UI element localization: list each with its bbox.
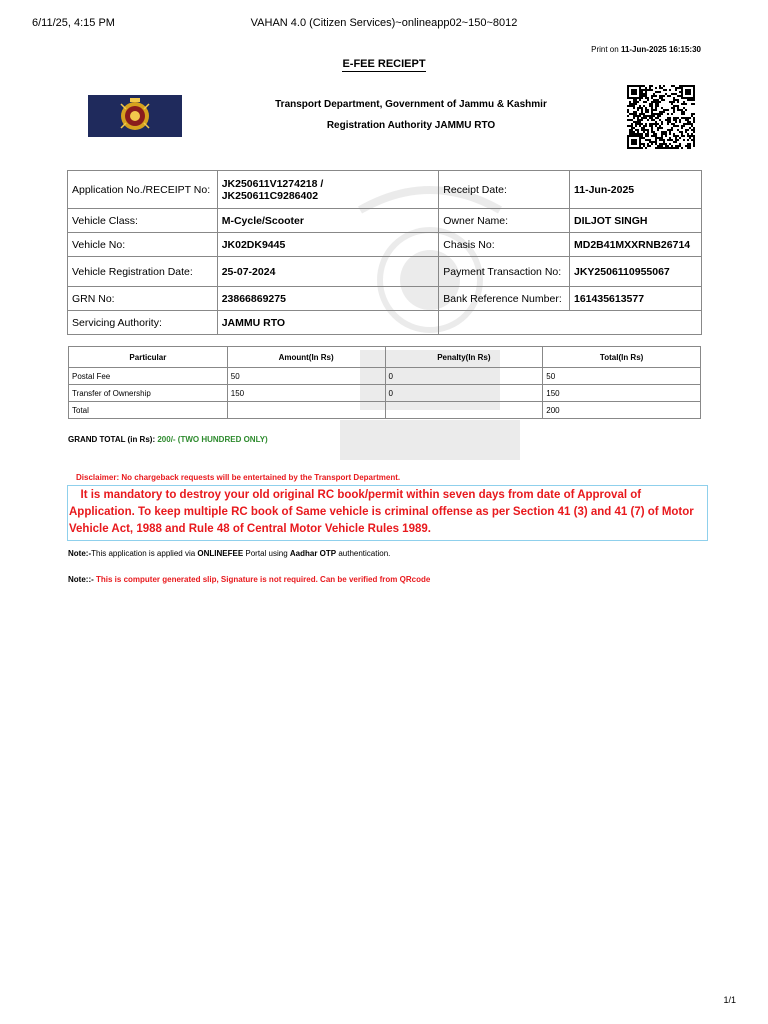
fee-amount bbox=[227, 402, 385, 419]
grand-total bbox=[68, 435, 268, 444]
page-number: 1/1 bbox=[723, 995, 736, 1005]
fee-amount: 150 bbox=[227, 385, 385, 402]
fee-total: 50 bbox=[543, 368, 701, 385]
org-line-2: Registration Authority JAMMU RTO bbox=[326, 120, 496, 131]
col-amount: Amount(In Rs) bbox=[227, 347, 385, 368]
chasis-no-value: MD2B41MXXRNB26714 bbox=[570, 233, 702, 257]
app-no-value bbox=[217, 171, 439, 209]
note2-text: This is computer generated slip, Signature is not required. Can be verified from QRcode bbox=[96, 575, 431, 584]
grand-total-label: GRAND TOTAL (in Rs): bbox=[68, 435, 156, 444]
fee-header-row bbox=[69, 347, 701, 368]
note1-text3: authentication. bbox=[336, 549, 391, 558]
receipt-title-text: E-FEE RECIEPT bbox=[342, 58, 426, 70]
note-onlinefee bbox=[68, 549, 390, 558]
disclaimer: Disclaimer: No chargeback requests will be entertained by the Transport Department. bbox=[68, 473, 401, 482]
note-computer-generated bbox=[68, 575, 430, 584]
servicing-label: Servicing Authority: bbox=[68, 311, 218, 335]
table-row bbox=[68, 257, 702, 287]
org-line-1: Transport Department, Government of Jammu & Kashmir bbox=[275, 99, 547, 110]
mandatory-notice: It is mandatory to destroy your old original RC book/permit within seven days from date of Approval of Application. To keep multiple RC book of Same vehicle is criminal offense as per Section 41 (3) and 41 (7) of Motor Vehicle Act, 1988 and Rule 48 of Central Motor Vehicle Rules 1989. bbox=[67, 485, 708, 541]
fee-particular: Transfer of Ownership bbox=[69, 385, 228, 402]
receipt-title bbox=[0, 58, 768, 70]
print-datetime: 6/11/25, 4:15 PM bbox=[32, 17, 115, 29]
table-row bbox=[68, 311, 702, 335]
table-row bbox=[68, 209, 702, 233]
bank-ref-label: Bank Reference Number: bbox=[439, 287, 570, 311]
grn-value: 23866869275 bbox=[217, 287, 439, 311]
servicing-value: JAMMU RTO bbox=[217, 311, 439, 335]
grand-total-value: 200/- (TWO HUNDRED ONLY) bbox=[157, 435, 268, 444]
note1-text2: Portal using bbox=[243, 549, 290, 558]
vehicle-no-value: JK02DK9445 bbox=[217, 233, 439, 257]
note1-portal: ONLINEFEE bbox=[197, 549, 244, 558]
receipt-date-value: 11-Jun-2025 bbox=[570, 171, 702, 209]
note2-prefix: Note::- bbox=[68, 575, 96, 584]
fee-penalty bbox=[385, 402, 543, 419]
app-no-value-1: JK250611V1274218 / bbox=[221, 177, 324, 190]
payment-txn-label: Payment Transaction No: bbox=[439, 257, 570, 287]
table-row bbox=[69, 368, 701, 385]
vehicle-class-label: Vehicle Class: bbox=[68, 209, 218, 233]
qr-code-icon bbox=[627, 85, 695, 149]
note1-otp: Aadhar OTP bbox=[289, 549, 337, 558]
table-row bbox=[68, 287, 702, 311]
payment-txn-value: JKY2506110955067 bbox=[570, 257, 702, 287]
col-total: Total(In Rs) bbox=[543, 347, 701, 368]
receipt-date-label: Receipt Date: bbox=[439, 171, 570, 209]
table-row bbox=[68, 171, 702, 209]
owner-name-label: Owner Name: bbox=[439, 209, 570, 233]
reg-date-label: Vehicle Registration Date: bbox=[68, 257, 218, 287]
fee-table bbox=[68, 346, 701, 419]
fee-penalty: 0 bbox=[385, 385, 543, 402]
print-on bbox=[591, 45, 701, 54]
table-row bbox=[68, 233, 702, 257]
fee-particular: Postal Fee bbox=[69, 368, 228, 385]
print-on-label: Print on bbox=[591, 45, 619, 54]
fee-total: 200 bbox=[543, 402, 701, 419]
vehicle-details-table bbox=[67, 170, 702, 335]
fee-total: 150 bbox=[543, 385, 701, 402]
print-on-value: 11-Jun-2025 16:15:30 bbox=[620, 45, 701, 54]
fee-penalty: 0 bbox=[385, 368, 543, 385]
col-penalty: Penalty(In Rs) bbox=[385, 347, 543, 368]
vehicle-no-label: Vehicle No: bbox=[68, 233, 218, 257]
bank-ref-value: 161435613577 bbox=[570, 287, 702, 311]
fee-amount: 50 bbox=[227, 368, 385, 385]
app-no-label: Application No./RECEIPT No: bbox=[68, 171, 218, 209]
col-particular: Particular bbox=[69, 347, 228, 368]
app-no-value-2: JK250611C9286402 bbox=[221, 189, 319, 202]
table-row bbox=[69, 385, 701, 402]
table-row bbox=[69, 402, 701, 419]
empty-cell bbox=[439, 311, 702, 335]
grn-label: GRN No: bbox=[68, 287, 218, 311]
page-tab-title: VAHAN 4.0 (Citizen Services)~onlineapp02~150~8012 bbox=[250, 17, 518, 29]
note1-prefix: Note:- bbox=[68, 549, 92, 558]
note1-text1: This application is applied via bbox=[91, 549, 198, 558]
vehicle-class-value: M-Cycle/Scooter bbox=[217, 209, 439, 233]
owner-name-value: DILJOT SINGH bbox=[570, 209, 702, 233]
chasis-no-label: Chasis No: bbox=[439, 233, 570, 257]
fee-particular: Total bbox=[69, 402, 228, 419]
reg-date-value: 25-07-2024 bbox=[217, 257, 439, 287]
